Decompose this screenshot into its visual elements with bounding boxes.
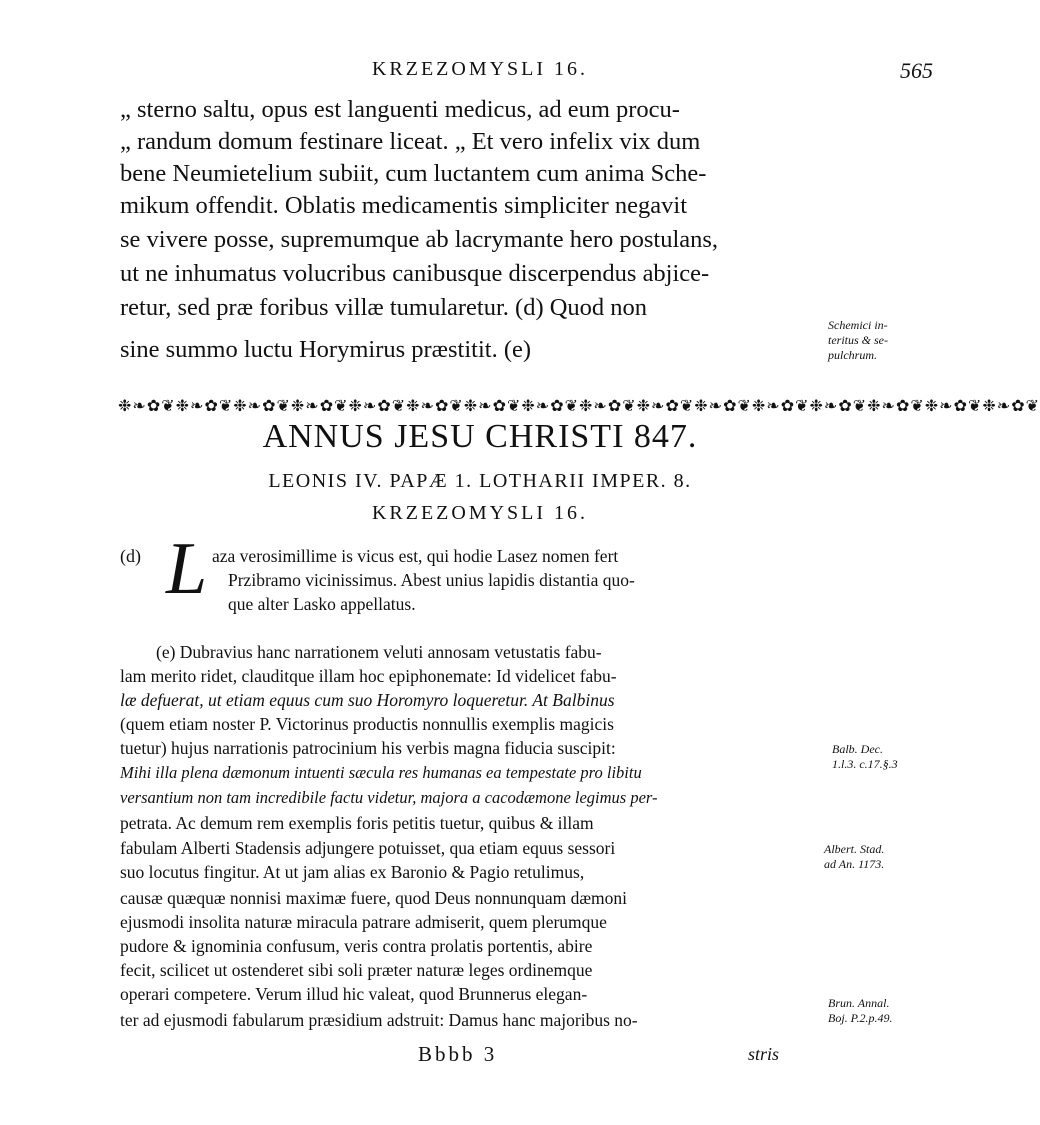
drop-cap: L — [166, 528, 208, 610]
note-d-line: Przibramo vicinissimus. Abest unius lapidis distantia quo- — [228, 570, 635, 590]
note-e-line: causæ quæquæ nonnisi maximæ fuere, quod Deus nonnunquam dæmoni — [120, 888, 627, 908]
note-e-line: pudore & ignominia confusum, veris contra prolatis portentis, abire — [120, 936, 593, 956]
note-d-marker: (d) — [120, 546, 141, 566]
text-line: retur, sed præ foribus villæ tumularetur. (d) Quod non — [120, 294, 648, 321]
margin-note-balbinus — [832, 742, 898, 772]
margin-line: Boj. P.2.p.49. — [828, 1011, 893, 1025]
page-number: 565 — [900, 58, 933, 83]
note-e-line: operari competere. Verum illud hic valeat, quod Brunnerus elegan- — [120, 984, 588, 1004]
margin-line: ad An. 1173. — [824, 857, 885, 871]
running-head — [0, 58, 960, 88]
margin-line: teritus & se- — [828, 333, 888, 347]
note-d-line: que alter Lasko appellatus. — [228, 594, 416, 614]
note-e-line: suo locutus fingitur. At ut jam alias ex Baronio & Pagio retulimus, — [120, 862, 585, 882]
margin-line: Brun. Annal. — [828, 996, 890, 1010]
note-e-line: ejusmodi insolita naturæ miracula patrare admiserit, quem plerumque — [120, 912, 607, 932]
text-line: „ sterno saltu, opus est languenti medicus, ad eum procu- — [120, 96, 680, 123]
ornament-band: ❉❧✿❦❉❧✿❦❉❧✿❦❉❧✿❦❉❧✿❦❉❧✿❦❉❧✿❦❉❧✿❦❉❧✿❦❉❧✿❦❉❧✿❦❉❧✿❦❉❧✿❦❉❧✿❦❉❧✿❦❉❧✿❦ — [118, 398, 1040, 415]
margin-line: Albert. Stad. — [824, 842, 885, 856]
note-e-line: (quem etiam noster P. Victorinus productis nonnullis exemplis magicis — [120, 714, 614, 734]
margin-line: 1.l.3. c.17.§.3 — [832, 757, 898, 771]
text-line: „ randum domum festinare liceat. „ Et vero infelix vix dum — [120, 128, 701, 155]
catchword: stris — [748, 1044, 780, 1064]
note-e-line: tuetur) hujus narrationis patrocinium his verbis magna fiducia suscipit: — [120, 738, 616, 758]
subheading-leonis: LEONIS IV. PAPÆ 1. LOTHARII IMPER. 8. — [268, 470, 692, 492]
text-line: sine summo luctu Horymirus præstitit. (e) — [120, 336, 532, 363]
note-e-line: petrata. Ac demum rem exemplis foris petitis tuetur, quibus & illam — [120, 813, 594, 833]
margin-note-schemici — [828, 318, 888, 363]
text-line: bene Neumietelium subiit, cum luctantem cum anima Sche- — [120, 160, 707, 187]
note-e-line: versantium non tam incredibile factu videtur, majora a cacodæmone legimus per- — [120, 788, 658, 807]
text-line: mikum offendit. Oblatis medicamentis simpliciter negavit — [120, 192, 688, 219]
note-e-line: lam merito ridet, clauditque illam hoc epiphonemate: Id videlicet fabu- — [120, 666, 617, 686]
margin-line: pulchrum. — [828, 348, 877, 362]
margin-line: Balb. Dec. — [832, 742, 883, 756]
margin-note-brunnerus — [828, 996, 892, 1026]
note-e-line: Mihi illa plena dæmonum intuenti sæcula res humanas ea tempestate pro libitu — [120, 763, 642, 782]
note-d-line: aza verosimillime is vicus est, qui hodie Lasez nomen fert — [212, 546, 619, 566]
note-e-line: (e) Dubravius hanc narrationem veluti annosam vetustatis fabu- — [156, 642, 602, 662]
note-e-line: læ defuerat, ut etiam equus cum suo Horomyro loqueretur. At Balbinus — [120, 690, 615, 710]
signature-mark: Bbbb 3 — [418, 1042, 498, 1066]
margin-line: Schemici in- — [828, 318, 888, 332]
note-e-line: fecit, scilicet ut ostenderet sibi soli præter naturæ leges ordinemque — [120, 960, 593, 980]
year-heading: ANNUS JESU CHRISTI 847. — [262, 418, 698, 455]
note-e-line: ter ad ejusmodi fabularum præsidium adstruit: Damus hanc majoribus no- — [120, 1010, 638, 1030]
note-e-line: fabulam Alberti Stadensis adjungere potuisset, qua etiam equus sessori — [120, 838, 616, 858]
margin-note-albert — [824, 842, 884, 872]
running-title: KRZEZOMYSLI 16. — [371, 58, 589, 80]
subheading-krzezomysli: KRZEZOMYSLI 16. — [371, 502, 589, 524]
text-line: se vivere posse, supremumque ab lacrymante hero postulans, — [120, 226, 719, 253]
text-line: ut ne inhumatus volucribus canibusque discerpendus abjice- — [120, 260, 710, 287]
